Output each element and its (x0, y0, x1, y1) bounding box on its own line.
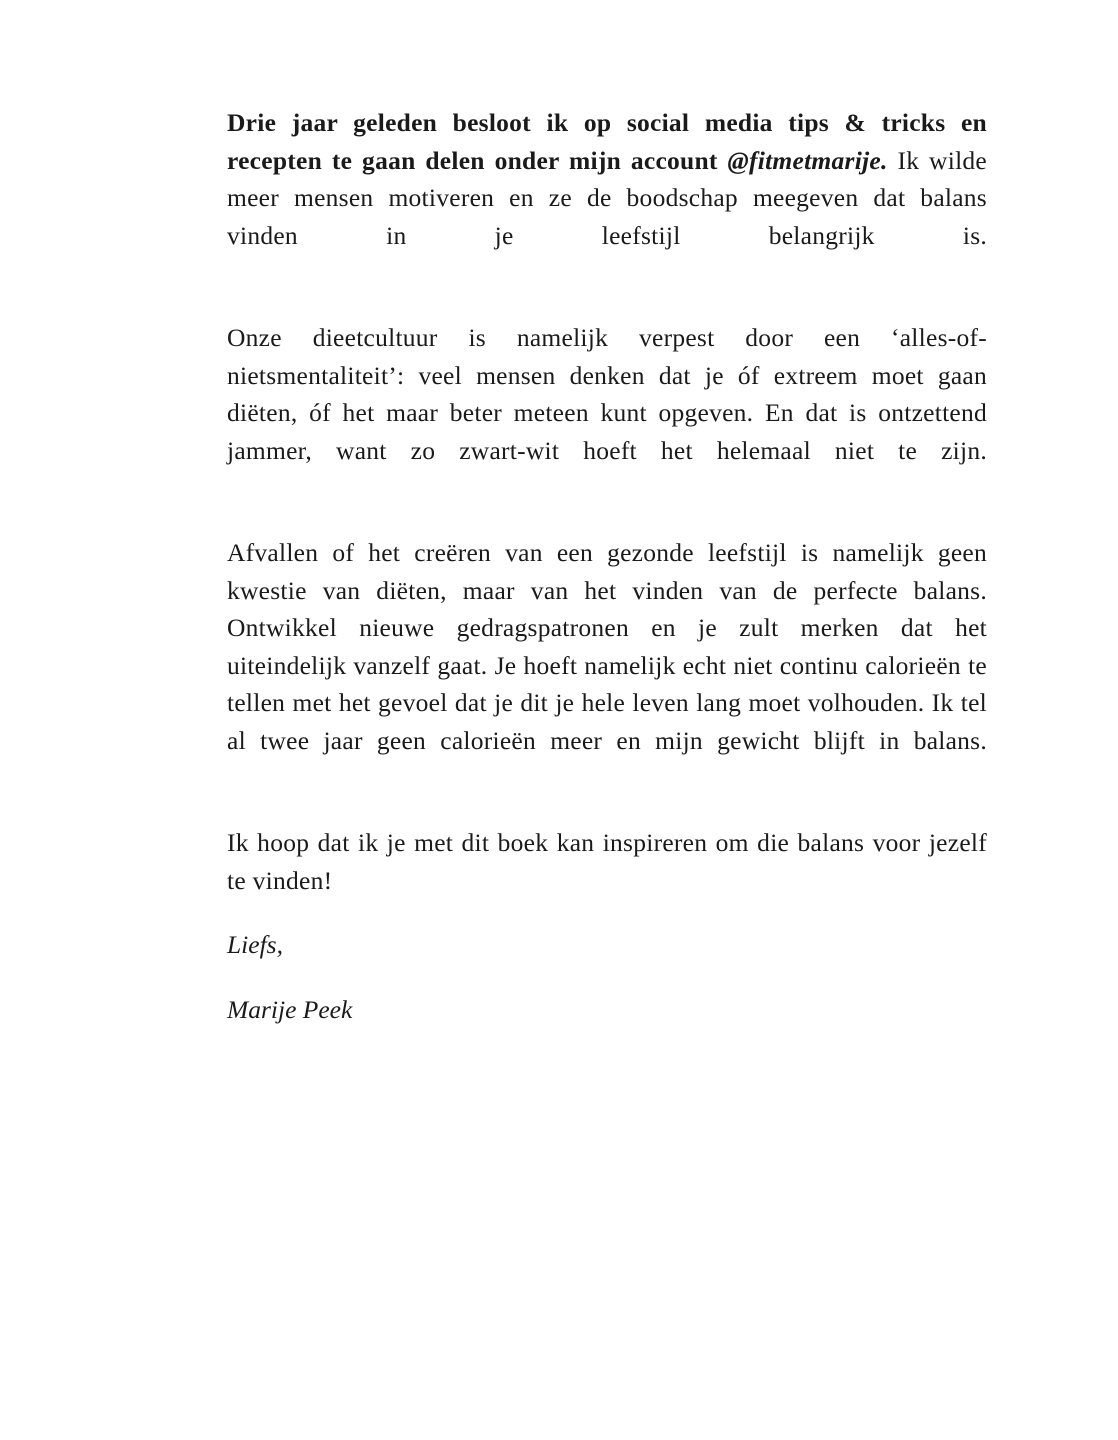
social-handle-fitmetmarije: @fitmetmarije. (727, 145, 888, 175)
paragraph-afvallen-balans: Afvallen of het creëren van een gezonde leefstijl is namelijk geen kwestie van diëten, maar van het vinden van de perfecte balans. Ontwikkel nieuwe gedragspatronen en je zult merken dat het uiteindelijk vanzelf gaat. Je hoeft namelijk echt niet continu calorieën te tellen met het gevoel dat je dit je hele leven lang moet volhouden. Ik tel al twee jaar geen calorieën meer en mijn gewicht blijft in balans. (227, 537, 987, 755)
signature-block (227, 926, 987, 1028)
signature-closing: Liefs, (227, 930, 283, 960)
body-text-column (227, 104, 987, 1028)
signature-author-name: Marije Peek (227, 994, 353, 1024)
paragraph-intro-rest: Ik wilde meer mensen motiveren en ze de boodschap meegeven dat balans vinden in je leefstijl belangrijk is. (227, 145, 987, 250)
paragraph-dieetcultuur: Onze dieetcultuur is namelijk verpest door een ‘alles-of-nietsmentaliteit’: veel mensen denken dat je óf extreem moet gaan diëten, óf het maar beter meteen kunt opgeven. En dat is ontzettend jammer, want zo zwart-wit hoeft het helemaal niet te zijn. (227, 322, 987, 465)
paragraph-intro-bold-lead: Drie jaar geleden besloot ik op social media tips & tricks en recepten te gaan delen onder mijn account (227, 108, 987, 175)
paragraph-hoop-inspireren: Ik hoop dat ik je met dit boek kan inspireren om die balans voor jezelf te vinden! (227, 828, 987, 895)
paragraph-intro (227, 104, 987, 292)
